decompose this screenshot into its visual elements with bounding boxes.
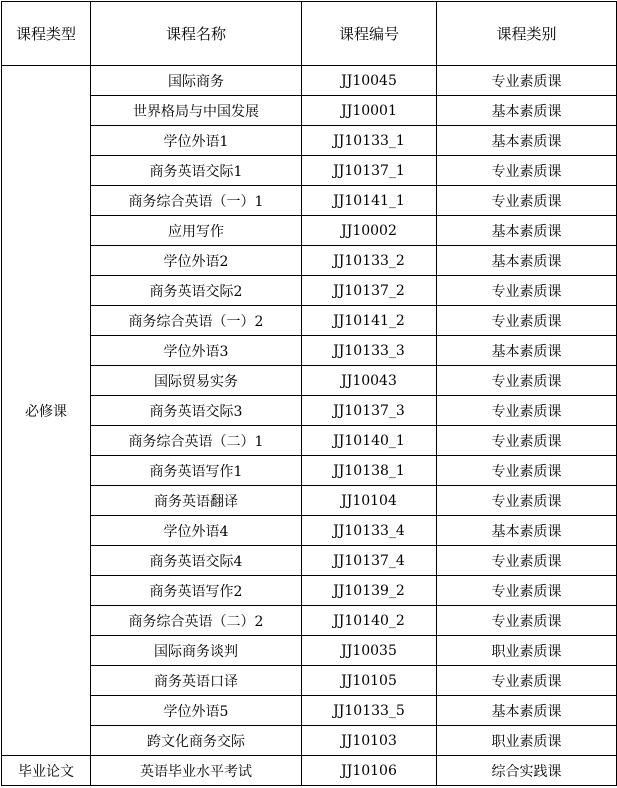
course-category-cell: 专业素质课	[437, 576, 617, 606]
course-category-cell: 基本素质课	[437, 96, 617, 126]
course-name-cell: 学位外语3	[91, 336, 302, 366]
header-course-category: 课程类别	[437, 2, 617, 66]
table-row	[2, 606, 617, 636]
course-category-cell: 职业素质课	[437, 636, 617, 666]
course-category-cell: 职业素质课	[437, 726, 617, 756]
header-row	[2, 2, 617, 66]
course-name-cell: 英语毕业水平考试	[91, 756, 302, 786]
course-code-cell: JJ10104	[302, 486, 437, 516]
course-code-cell: JJ10141_2	[302, 306, 437, 336]
course-type-cell: 毕业论文	[2, 756, 91, 786]
course-category-cell: 基本素质课	[437, 126, 617, 156]
course-code-cell: JJ10140_2	[302, 606, 437, 636]
table-row	[2, 456, 617, 486]
table-row	[2, 246, 617, 276]
course-name-cell: 商务综合英语（二）2	[91, 606, 302, 636]
course-code-cell: JJ10133_3	[302, 336, 437, 366]
table-row	[2, 66, 617, 96]
course-code-cell: JJ10133_5	[302, 696, 437, 726]
course-code-cell: JJ10137_2	[302, 276, 437, 306]
course-category-cell: 基本素质课	[437, 246, 617, 276]
header-course-code: 课程编号	[302, 2, 437, 66]
course-category-cell: 专业素质课	[437, 66, 617, 96]
table-row	[2, 756, 617, 786]
course-name-cell: 应用写作	[91, 216, 302, 246]
course-category-cell: 专业素质课	[437, 276, 617, 306]
course-name-cell: 商务综合英语（二）1	[91, 426, 302, 456]
table-row	[2, 276, 617, 306]
course-code-cell: JJ10043	[302, 366, 437, 396]
table-row	[2, 156, 617, 186]
course-code-cell: JJ10035	[302, 636, 437, 666]
table-row	[2, 666, 617, 696]
table-row	[2, 576, 617, 606]
table-row	[2, 696, 617, 726]
course-table	[1, 1, 617, 786]
course-name-cell: 商务英语交际3	[91, 396, 302, 426]
course-code-cell: JJ10137_4	[302, 546, 437, 576]
course-code-cell: JJ10105	[302, 666, 437, 696]
course-name-cell: 商务英语写作2	[91, 576, 302, 606]
course-name-cell: 学位外语5	[91, 696, 302, 726]
course-name-cell: 商务综合英语（一）2	[91, 306, 302, 336]
course-category-cell: 综合实践课	[437, 756, 617, 786]
course-category-cell: 专业素质课	[437, 606, 617, 636]
course-code-cell: JJ10045	[302, 66, 437, 96]
course-name-cell: 学位外语4	[91, 516, 302, 546]
course-name-cell: 国际商务谈判	[91, 636, 302, 666]
table-row	[2, 366, 617, 396]
course-category-cell: 专业素质课	[437, 366, 617, 396]
table-row	[2, 306, 617, 336]
course-name-cell: 国际贸易实务	[91, 366, 302, 396]
course-name-cell: 商务英语口译	[91, 666, 302, 696]
course-name-cell: 学位外语1	[91, 126, 302, 156]
course-name-cell: 商务英语交际1	[91, 156, 302, 186]
course-category-cell: 专业素质课	[437, 666, 617, 696]
table-row	[2, 426, 617, 456]
course-code-cell: JJ10133_4	[302, 516, 437, 546]
course-code-cell: JJ10137_3	[302, 396, 437, 426]
course-category-cell: 专业素质课	[437, 186, 617, 216]
table-row	[2, 126, 617, 156]
course-code-cell: JJ10141_1	[302, 186, 437, 216]
course-category-cell: 专业素质课	[437, 486, 617, 516]
table-row	[2, 336, 617, 366]
table-body	[2, 66, 617, 786]
course-category-cell: 专业素质课	[437, 456, 617, 486]
table-row	[2, 396, 617, 426]
course-name-cell: 商务综合英语（一）1	[91, 186, 302, 216]
header-course-name: 课程名称	[91, 2, 302, 66]
course-code-cell: JJ10103	[302, 726, 437, 756]
course-name-cell: 商务英语交际2	[91, 276, 302, 306]
course-category-cell: 专业素质课	[437, 306, 617, 336]
course-name-cell: 国际商务	[91, 66, 302, 96]
course-category-cell: 专业素质课	[437, 396, 617, 426]
course-category-cell: 基本素质课	[437, 216, 617, 246]
course-code-cell: JJ10001	[302, 96, 437, 126]
course-name-cell: 商务英语写作1	[91, 456, 302, 486]
course-category-cell: 基本素质课	[437, 696, 617, 726]
course-code-cell: JJ10139_2	[302, 576, 437, 606]
table-row	[2, 546, 617, 576]
table-row	[2, 96, 617, 126]
table-row	[2, 636, 617, 666]
course-code-cell: JJ10140_1	[302, 426, 437, 456]
table-row	[2, 516, 617, 546]
course-category-cell: 基本素质课	[437, 516, 617, 546]
table-row	[2, 486, 617, 516]
course-category-cell: 专业素质课	[437, 546, 617, 576]
header-course-type: 课程类型	[2, 2, 91, 66]
course-name-cell: 商务英语翻译	[91, 486, 302, 516]
course-code-cell: JJ10138_1	[302, 456, 437, 486]
table-row	[2, 726, 617, 756]
table-row	[2, 186, 617, 216]
course-name-cell: 学位外语2	[91, 246, 302, 276]
course-code-cell: JJ10137_1	[302, 156, 437, 186]
course-name-cell: 世界格局与中国发展	[91, 96, 302, 126]
course-category-cell: 专业素质课	[437, 426, 617, 456]
course-type-cell: 必修课	[2, 66, 91, 756]
course-name-cell: 商务英语交际4	[91, 546, 302, 576]
course-category-cell: 专业素质课	[437, 156, 617, 186]
course-code-cell: JJ10002	[302, 216, 437, 246]
course-code-cell: JJ10133_1	[302, 126, 437, 156]
table-row	[2, 216, 617, 246]
course-code-cell: JJ10133_2	[302, 246, 437, 276]
course-category-cell: 基本素质课	[437, 336, 617, 366]
course-name-cell: 跨文化商务交际	[91, 726, 302, 756]
course-code-cell: JJ10106	[302, 756, 437, 786]
